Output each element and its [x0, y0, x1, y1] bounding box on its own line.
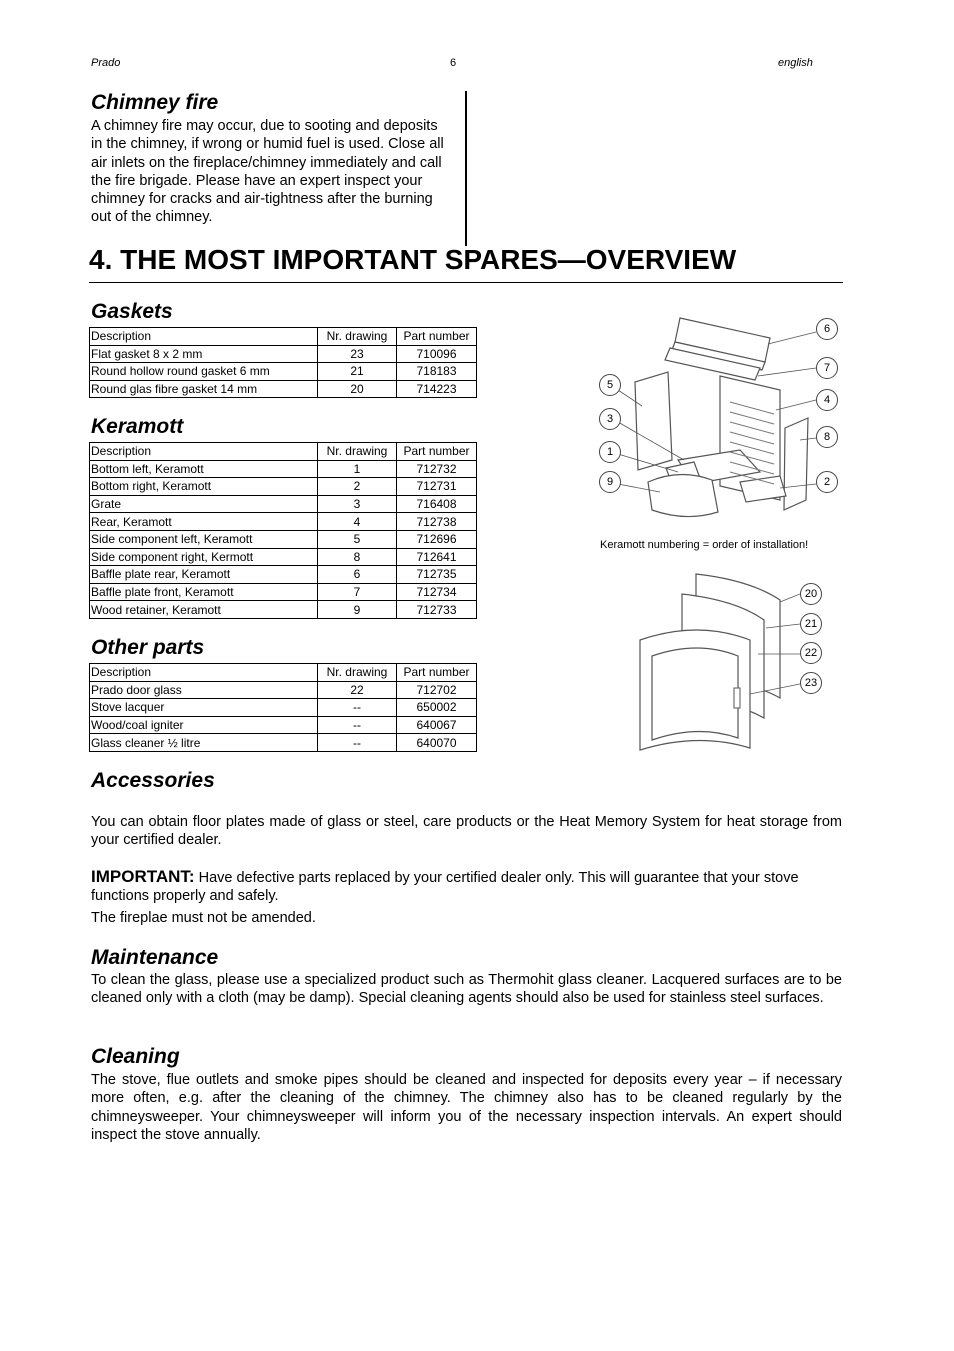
table-cell: 9 — [318, 601, 397, 619]
table-cell: 22 — [318, 681, 397, 699]
table-row — [90, 460, 477, 478]
table-header-row — [90, 664, 477, 682]
maintenance-text: To clean the glass, please use a specialized product such as Thermohit glass cleaner. Lacquered surfaces are to be cleaned only with a cloth (may be damp). Special cleaning agents should also be used for stainless steel surfaces. — [91, 972, 842, 1007]
table-cell: 8 — [318, 548, 397, 566]
table-row — [90, 380, 477, 398]
table-header-row — [90, 443, 477, 461]
column-header: Nr. drawing — [318, 328, 397, 346]
table-cell: Rear, Keramott — [90, 513, 318, 531]
table-row — [90, 583, 477, 601]
table-cell: 20 — [318, 380, 397, 398]
table-cell: 718183 — [397, 363, 477, 381]
column-header: Description — [90, 443, 318, 461]
header-right: english — [778, 57, 813, 69]
table-cell: 640067 — [397, 716, 477, 734]
callout-label: 8 — [816, 426, 838, 448]
table-row — [90, 345, 477, 363]
table-row — [90, 601, 477, 619]
door-handle-shape — [734, 688, 740, 708]
table-cell: -- — [318, 734, 397, 752]
maintenance-title: Maintenance — [91, 946, 219, 969]
table-cell: -- — [318, 716, 397, 734]
wood-retainer-shape — [648, 474, 718, 516]
table-cell: 712731 — [397, 478, 477, 496]
table-cell: Baffle plate front, Keramott — [90, 583, 318, 601]
table-cell: Wood retainer, Keramott — [90, 601, 318, 619]
table-cell: 712733 — [397, 601, 477, 619]
side-left-shape — [635, 372, 672, 470]
cleaning-text: The stove, flue outlets and smoke pipes should be cleaned and inspected for deposits every year – if necessary more often, e.g. after the cleaning of the chimney. The chimney also has to be cleaned regularly by the chimneysweeper. Your chimneysweeper will inform you of the necessary inspection intervals. An expert should inspect the stove annually. — [91, 1072, 842, 1143]
column-header: Part number — [397, 328, 477, 346]
table-cell: Flat gasket 8 x 2 mm — [90, 345, 318, 363]
table-cell: 3 — [318, 495, 397, 513]
table-row — [90, 566, 477, 584]
column-header: Nr. drawing — [318, 664, 397, 682]
other-parts-table — [89, 663, 477, 752]
table-cell: 712738 — [397, 513, 477, 531]
door-window-shape — [652, 648, 738, 740]
keramott-title: Keramott — [91, 415, 184, 438]
table-row — [90, 530, 477, 548]
table-row — [90, 699, 477, 717]
table-row — [90, 495, 477, 513]
table-cell: 710096 — [397, 345, 477, 363]
table-row — [90, 734, 477, 752]
keramott-table — [89, 442, 477, 619]
callout-label: 7 — [816, 357, 838, 379]
table-cell: Baffle plate rear, Keramott — [90, 566, 318, 584]
column-header: Part number — [397, 443, 477, 461]
accessories-text: You can obtain floor plates made of glass or steel, care products or the Heat Memory System for heat storage from your certified dealer. — [91, 814, 842, 849]
keramott-exploded-drawing — [590, 310, 850, 535]
table-cell: 712732 — [397, 460, 477, 478]
table-cell: 714223 — [397, 380, 477, 398]
table-cell: Side component right, Kermott — [90, 548, 318, 566]
header-left: Prado — [91, 57, 121, 69]
callout-label: 22 — [800, 642, 822, 664]
table-cell: 21 — [318, 363, 397, 381]
table-cell: 2 — [318, 478, 397, 496]
table-cell: Grate — [90, 495, 318, 513]
section-title: 4. THE MOST IMPORTANT SPARES—OVERVIEW — [89, 244, 737, 275]
column-header: Description — [90, 664, 318, 682]
table-cell: 6 — [318, 566, 397, 584]
table-cell: Bottom left, Keramott — [90, 460, 318, 478]
table-cell: 23 — [318, 345, 397, 363]
column-header: Nr. drawing — [318, 443, 397, 461]
table-row — [90, 548, 477, 566]
chimney-fire-text: A chimney fire may occur, due to sooting and deposits in the chimney, if wrong or humid fuel is used. Close all air inlets on the fireplace/chimney immediately and call the fire brigade. Please have an expert inspect your chimney for cracks and air-tightness after the burning out of the chimney. — [91, 118, 444, 226]
callout-label: 6 — [816, 318, 838, 340]
keramott-caption: Keramott numbering = order of installation! — [600, 539, 809, 551]
cleaning-title: Cleaning — [91, 1045, 180, 1068]
other-parts-title: Other parts — [91, 636, 205, 659]
table-cell: Bottom right, Keramott — [90, 478, 318, 496]
table-cell: Wood/coal igniter — [90, 716, 318, 734]
table-cell: Side component left, Keramott — [90, 530, 318, 548]
table-cell: 4 — [318, 513, 397, 531]
callout-label: 5 — [599, 374, 621, 396]
table-cell: Prado door glass — [90, 681, 318, 699]
callout-label: 2 — [816, 471, 838, 493]
table-cell: 640070 — [397, 734, 477, 752]
door-exploded-drawing — [630, 570, 800, 766]
callout-label: 21 — [800, 613, 822, 635]
accessories-title: Accessories — [91, 769, 215, 792]
table-cell: Round hollow round gasket 6 mm — [90, 363, 318, 381]
side-right-shape — [784, 418, 808, 510]
table-cell: 712641 — [397, 548, 477, 566]
important-label: IMPORTANT: — [91, 867, 195, 886]
callout-label: 1 — [599, 441, 621, 463]
table-cell: 716408 — [397, 495, 477, 513]
table-header-row — [90, 328, 477, 346]
table-cell: 712696 — [397, 530, 477, 548]
table-cell: Round glas fibre gasket 14 mm — [90, 380, 318, 398]
table-cell: 712735 — [397, 566, 477, 584]
section-title-rule — [89, 282, 843, 283]
table-cell: Stove lacquer — [90, 699, 318, 717]
table-cell: 5 — [318, 530, 397, 548]
table-row — [90, 478, 477, 496]
gaskets-title: Gaskets — [91, 300, 173, 323]
table-row — [90, 681, 477, 699]
callout-label: 3 — [599, 408, 621, 430]
important-paragraph — [91, 868, 842, 906]
amendment-note: The fireplae must not be amended. — [91, 910, 316, 926]
column-header: Part number — [397, 664, 477, 682]
column-header: Description — [90, 328, 318, 346]
callout-label: 23 — [800, 672, 822, 694]
table-cell: Glass cleaner ½ litre — [90, 734, 318, 752]
table-row — [90, 513, 477, 531]
chimney-fire-title: Chimney fire — [91, 91, 219, 114]
callout-label: 4 — [816, 389, 838, 411]
gaskets-table — [89, 327, 477, 398]
page-number: 6 — [450, 57, 457, 69]
callout-label: 9 — [599, 471, 621, 493]
callout-label: 20 — [800, 583, 822, 605]
important-text: Have defective parts replaced by your certified dealer only. This will guarantee that your stove functions properly and safely. — [91, 870, 799, 905]
column-divider — [465, 91, 467, 246]
table-cell: 1 — [318, 460, 397, 478]
table-cell: 650002 — [397, 699, 477, 717]
table-cell: -- — [318, 699, 397, 717]
table-cell: 712702 — [397, 681, 477, 699]
table-cell: 7 — [318, 583, 397, 601]
table-row — [90, 363, 477, 381]
table-cell: 712734 — [397, 583, 477, 601]
table-row — [90, 716, 477, 734]
